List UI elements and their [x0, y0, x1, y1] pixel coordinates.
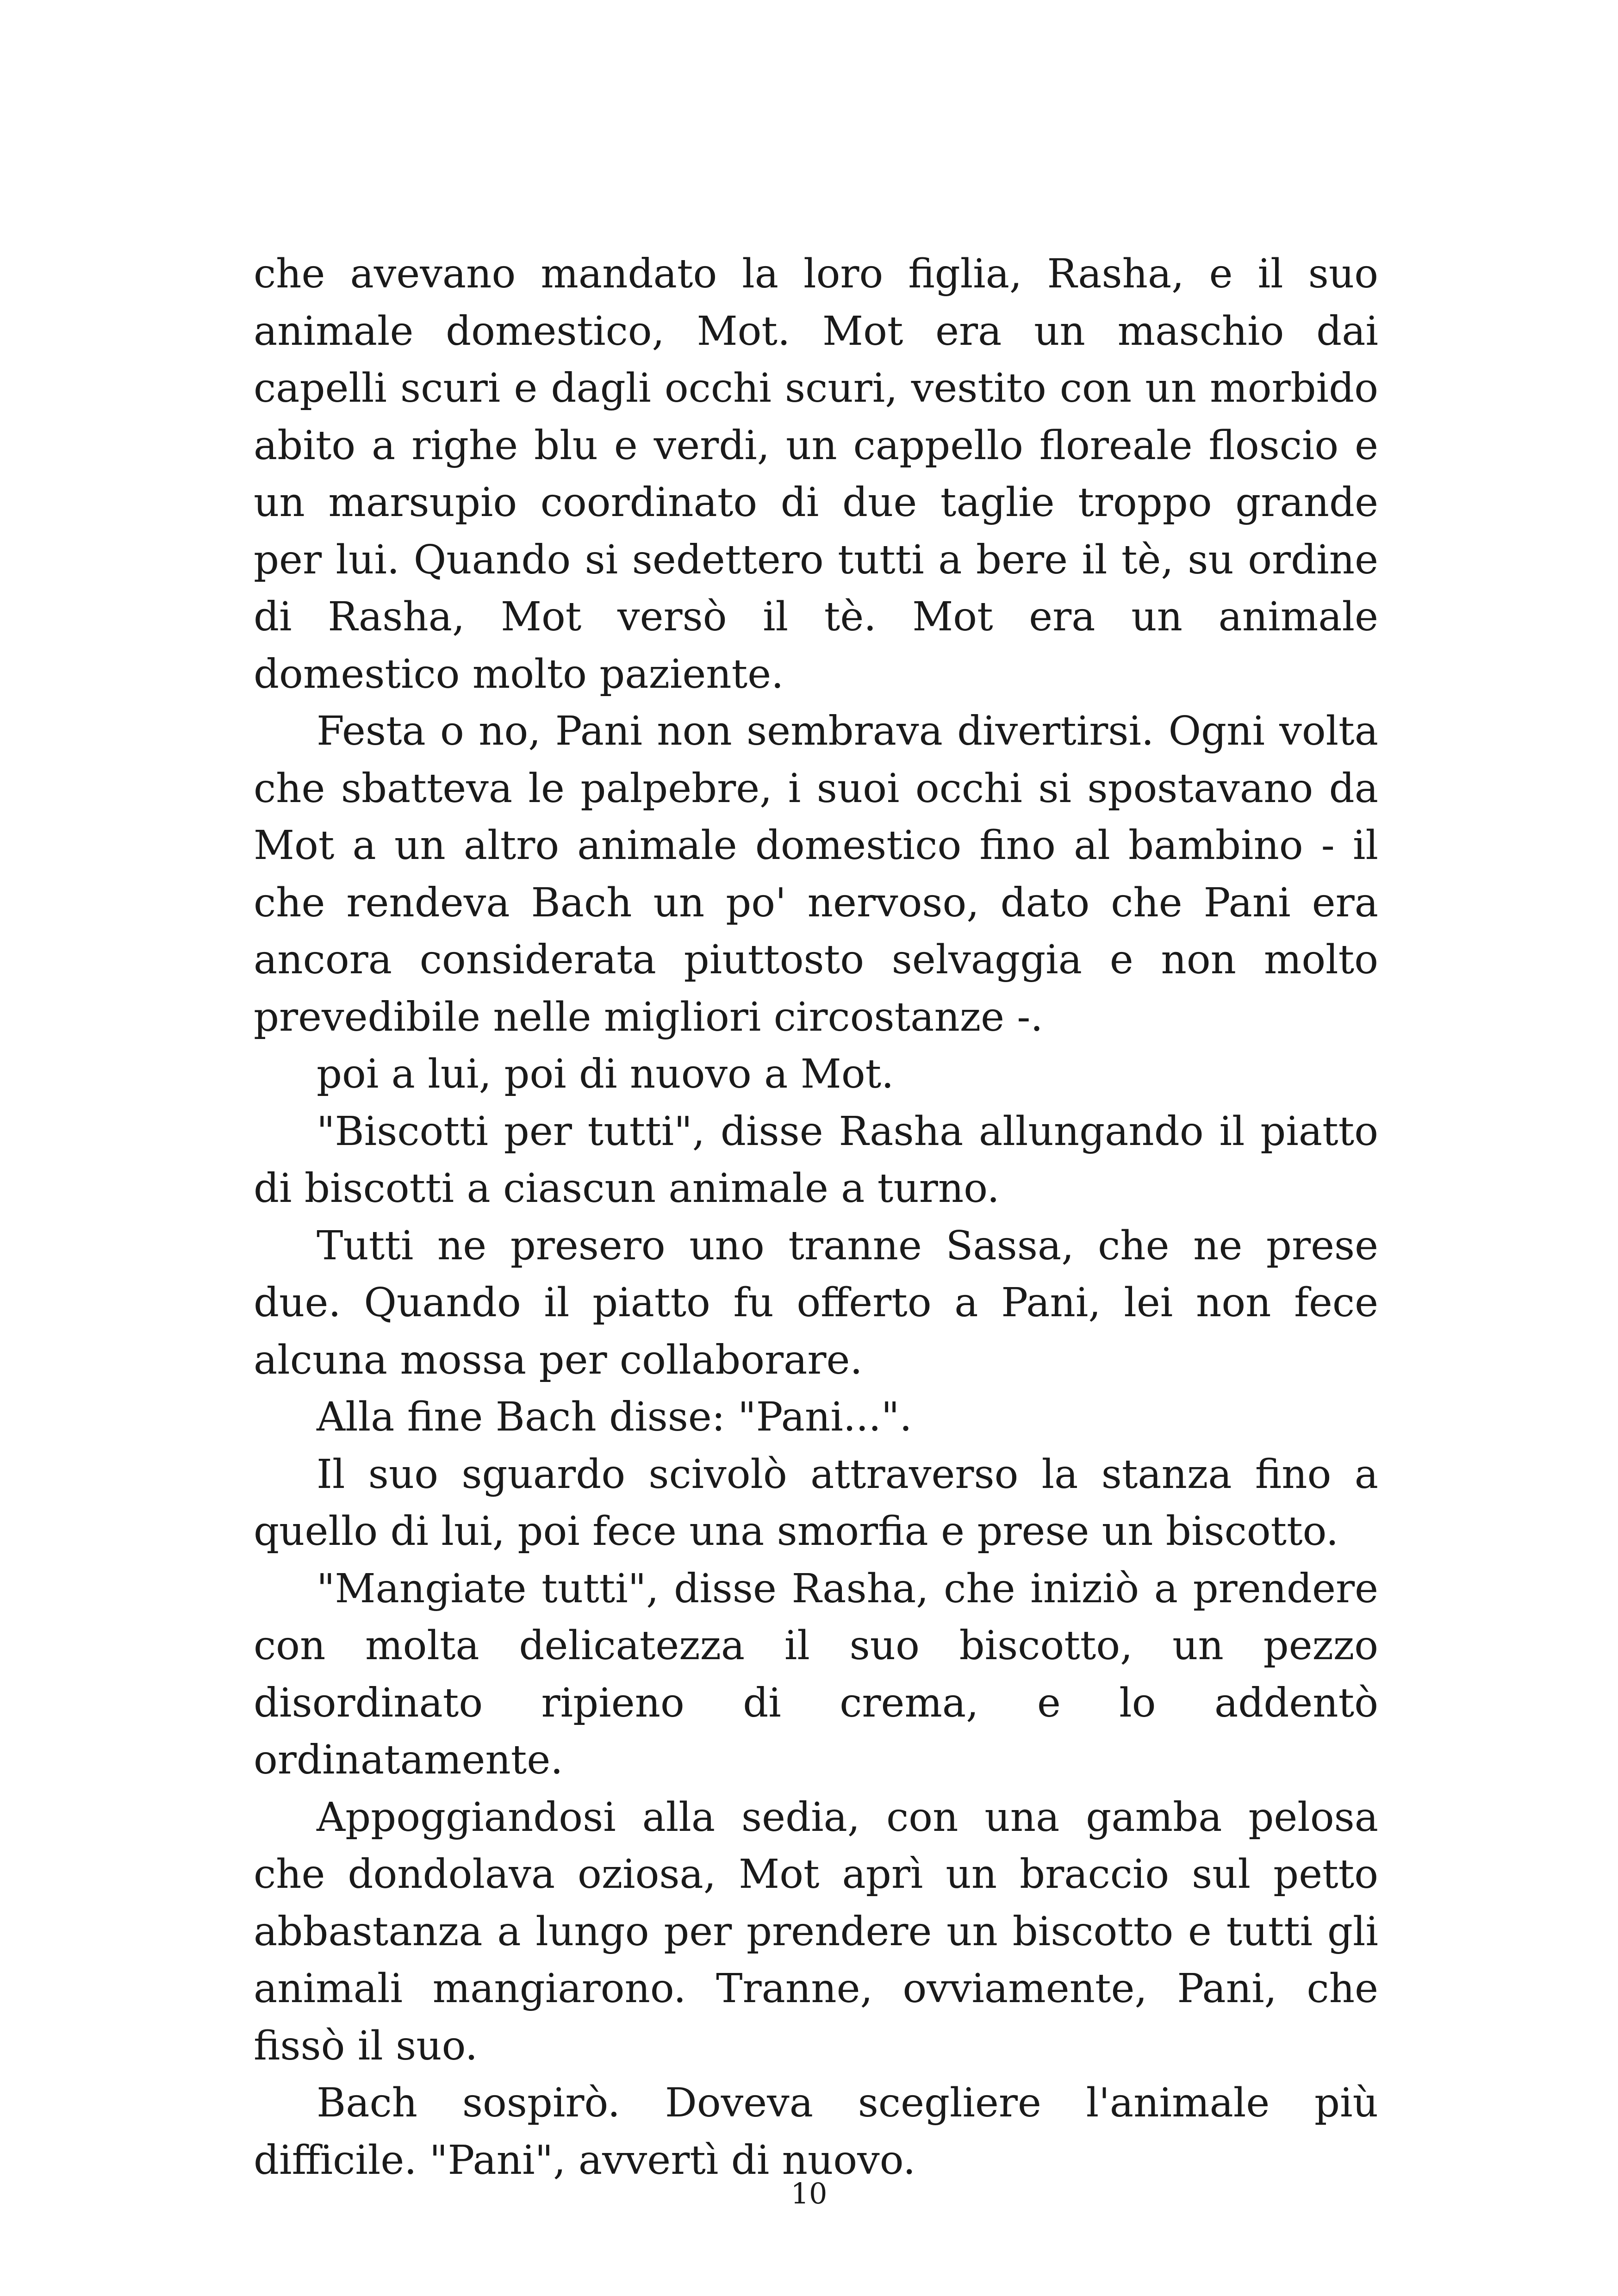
page-number: 10 — [790, 2177, 828, 2210]
paragraph-10: Bach sospirò. Doveva scegliere l'animale più difficile. "Pani", avvertì di nuovo. — [254, 2080, 1378, 2184]
paragraph-6: Alla fine Bach disse: "Pani...". — [317, 1394, 912, 1440]
paragraph-4: "Biscotti per tutti", disse Rasha allungando il piatto di biscotti a ciascun animale a turno. — [254, 1108, 1378, 1212]
paragraph-3: poi a lui, poi di nuovo a Mot. — [317, 1051, 894, 1097]
body-text — [254, 246, 1378, 2189]
paragraph-5: Tutti ne presero uno tranne Sassa, che ne prese due. Quando il piatto fu offerto a Pani, lei non fece alcuna mossa per collaborare. — [254, 1222, 1378, 1383]
paragraph-9: Appoggiandosi alla sedia, con una gamba pelosa che dondolava oziosa, Mot aprì un braccio sul petto abbastanza a lungo per prendere un biscotto e tutti gli animali mangiarono. Tranne, ovviamente, Pani, che fissò il suo. — [254, 1794, 1378, 2069]
paragraph-7: Il suo sguardo scivolò attraverso la stanza fino a quello di lui, poi fece una smorfia e prese un biscotto. — [254, 1451, 1378, 1555]
paragraph-8: "Mangiate tutti", disse Rasha, che iniziò a prendere con molta delicatezza il suo biscotto, un pezzo disordinato ripieno di crema, e lo addentò ordinatamente. — [254, 1565, 1378, 1783]
paragraph-2: Festa o no, Pani non sembrava divertirsi. Ogni volta che sbatteva le palpebre, i suoi occhi si spostavano da Mot a un altro animale domestico fino al bambino - il che rendeva Bach un po' nervoso, dato che Pani era ancora considerata piuttosto selvaggia e non molto prevedibile nelle migliori circostanze -. — [254, 708, 1378, 1040]
paragraph-1: che avevano mandato la loro figlia, Rasha, e il suo animale domestico, Mot. Mot era un maschio dai capelli scuri e dagli occhi scuri, vestito con un morbido abito a righe blu e verdi, un cappello floreale floscio e un marsupio coordinato di due taglie troppo grande per lui. Quando si sedettero tutti a bere il tè, su ordine di Rasha, Mot versò il tè. Mot era un animale domestico molto paziente. — [254, 251, 1378, 697]
